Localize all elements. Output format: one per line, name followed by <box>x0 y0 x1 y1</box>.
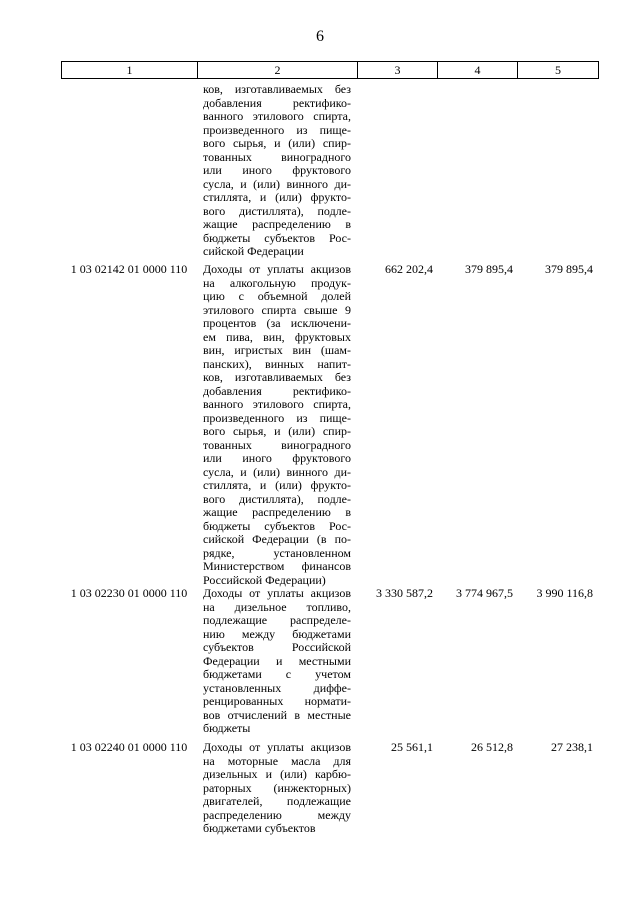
description-line: ванного этилового спирта, <box>203 397 351 411</box>
description-line: вов отчислений в местные <box>203 707 351 722</box>
description-line: распределению между <box>203 807 351 822</box>
amount-col-5: 3 990 116,8 <box>536 586 593 600</box>
amount-col-3: 662 202,4 <box>385 262 433 276</box>
description-line: вого сырья, и (или) спир- <box>203 424 351 438</box>
description-line: двигателей, подлежащие <box>203 794 351 808</box>
description-line: тованных виноградного <box>203 149 351 164</box>
description-line: бюджетами с учетом <box>203 667 351 681</box>
description-line: на моторные масла для <box>203 753 351 768</box>
description-line: раторных (инжекторных) <box>203 780 351 795</box>
description-line: панских), винных напит- <box>203 356 351 371</box>
description-line: ем пива, вин, фруктовых <box>203 329 351 344</box>
description-line: процентов (за исключени- <box>203 316 351 330</box>
budget-code: 1 03 02230 01 0000 110 <box>70 586 188 600</box>
description-line: на дизельное топливо, <box>203 599 351 614</box>
description-line: добавления ректифико- <box>203 383 351 398</box>
description-line: стиллята, и (или) фрукто- <box>203 190 351 204</box>
amount-col-3: 25 561,1 <box>391 740 433 754</box>
description-line: вого дистиллята), подле- <box>203 491 351 506</box>
table-row <box>61 83 599 259</box>
description-line: Федерации и местными <box>203 653 351 668</box>
amount-col-4: 26 512,8 <box>471 740 513 754</box>
description-line: Министерством финансов <box>203 559 351 573</box>
description-line: вого сырья, и (или) спир- <box>203 136 351 150</box>
description-line: жащие распределению в <box>203 505 351 519</box>
amount-col-3: 3 330 587,2 <box>376 586 433 600</box>
description-line: сусла, и (или) винного ди- <box>203 464 351 479</box>
description-line: сийской Федерации (в по- <box>203 532 351 546</box>
description-line: субъектов Российской <box>203 640 351 654</box>
column-header-1: 1 <box>62 62 198 78</box>
amount-col-5: 27 238,1 <box>551 740 593 754</box>
description-line: бюджетами субъектов <box>203 821 316 835</box>
description-line: нию между бюджетами <box>203 626 351 641</box>
amount-col-4: 379 895,4 <box>465 262 513 276</box>
description-line: бюджеты <box>203 721 251 735</box>
description-line: ков, изготавливаемых без <box>203 370 351 384</box>
description-line: Доходы от уплаты акцизов <box>203 586 351 600</box>
description-line: Доходы от уплаты акцизов <box>203 740 351 754</box>
description-line: ренцированных нормати- <box>203 694 351 708</box>
description-line: бюджеты субъектов Рос- <box>203 230 351 245</box>
table-header <box>61 61 599 79</box>
description-line: бюджеты субъектов Рос- <box>203 518 351 533</box>
page-number: 6 <box>316 28 324 45</box>
income-description <box>203 83 351 259</box>
description-line: сийской Федерации <box>203 244 304 258</box>
description-line: тованных виноградного <box>203 437 351 452</box>
description-line: ванного этилового спирта, <box>203 109 351 123</box>
description-line: подлежащие распределе- <box>203 613 351 627</box>
description-line: установленных диффе- <box>203 680 351 695</box>
income-description <box>203 741 351 836</box>
income-description <box>203 587 351 736</box>
description-line: дизельных и (или) карбю- <box>203 767 351 781</box>
column-header-4: 4 <box>438 62 518 78</box>
table-row <box>61 263 599 587</box>
budget-code: 1 03 02240 01 0000 110 <box>70 740 188 754</box>
amount-col-5: 379 895,4 <box>545 262 593 276</box>
description-line: или иного фруктового <box>203 451 351 465</box>
description-line: сусла, и (или) винного ди- <box>203 176 351 191</box>
description-line: произведенного из пище- <box>203 410 351 425</box>
description-line: Российской Федерации) <box>203 572 326 587</box>
table-row <box>61 741 599 836</box>
description-line: ков, изготавливаемых без <box>203 82 351 96</box>
table-row <box>61 587 599 736</box>
column-header-2: 2 <box>198 62 358 78</box>
column-header-3: 3 <box>358 62 438 78</box>
description-line: этилового спирта свыше 9 <box>203 302 351 317</box>
description-line: цию с объемной долей <box>203 289 351 303</box>
description-line: жащие распределению в <box>203 217 351 231</box>
description-line: Доходы от уплаты акцизов <box>203 262 351 276</box>
description-line: произведенного из пище- <box>203 122 351 137</box>
income-description <box>203 263 351 587</box>
amount-col-4: 3 774 967,5 <box>456 586 513 600</box>
description-line: или иного фруктового <box>203 163 351 177</box>
description-line: добавления ректифико- <box>203 95 351 110</box>
description-line: рядке, установленном <box>203 545 351 560</box>
description-line: вого дистиллята), подле- <box>203 203 351 218</box>
description-line: на алкогольную продук- <box>203 275 351 290</box>
description-line: вин, игристых вин (шам- <box>203 343 351 357</box>
column-header-5: 5 <box>555 63 561 77</box>
description-line: стиллята, и (или) фрукто- <box>203 478 351 492</box>
budget-code: 1 03 02142 01 0000 110 <box>70 262 188 276</box>
